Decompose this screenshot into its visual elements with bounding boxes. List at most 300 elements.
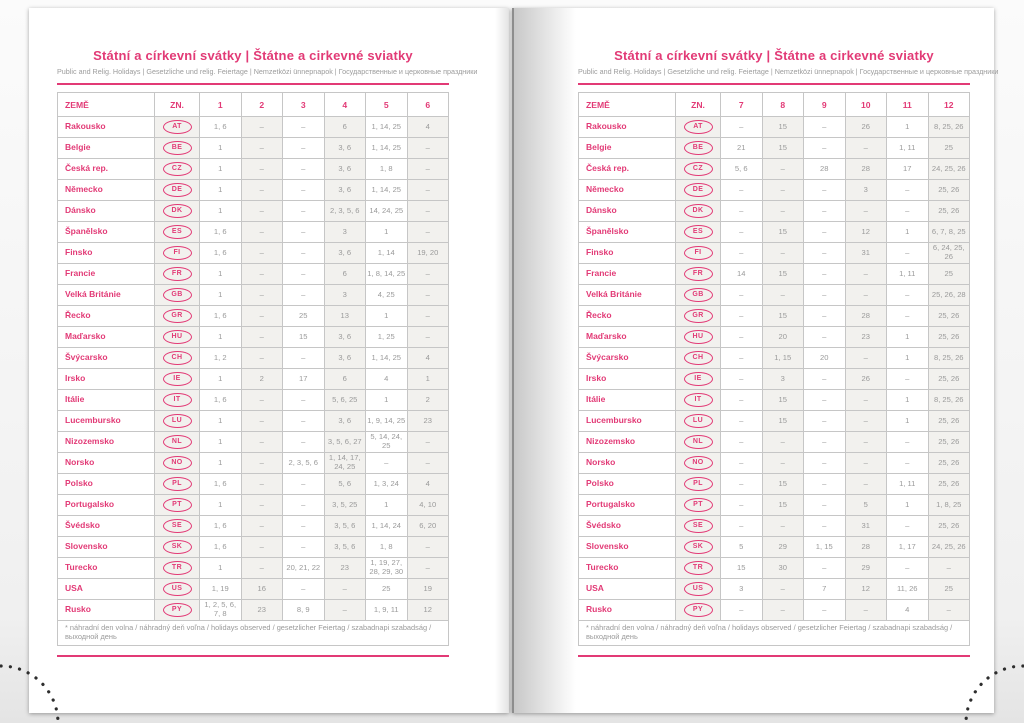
day-cell: 25, 26 (928, 432, 970, 453)
day-cell: 12 (407, 600, 449, 621)
country-code-badge: FR (684, 267, 713, 281)
day-cell: 1, 14, 25 (366, 180, 408, 201)
table-row (579, 243, 970, 264)
code-cell (155, 474, 200, 495)
column-header-1: ZN. (676, 93, 721, 117)
table-row (579, 579, 970, 600)
code-cell (155, 327, 200, 348)
country-name: Francie (58, 264, 155, 285)
day-cell: – (804, 369, 846, 390)
country-code-badge: NL (684, 435, 713, 449)
day-cell: – (407, 285, 449, 306)
day-cell: – (283, 432, 325, 453)
page-title: Státní a církevní svátky | Štátne a cirkevné sviatky (93, 48, 413, 63)
country-code-badge: PL (684, 477, 713, 491)
day-cell: – (283, 117, 325, 138)
code-cell (155, 117, 200, 138)
day-cell: – (804, 600, 846, 621)
day-cell: – (928, 558, 970, 579)
country-name: Česká rep. (58, 159, 155, 180)
day-cell: 31 (845, 516, 887, 537)
day-cell: 15 (762, 117, 804, 138)
day-cell: – (324, 579, 366, 600)
table-row (579, 516, 970, 537)
country-name: Švédsko (58, 516, 155, 537)
day-cell: – (283, 537, 325, 558)
country-code-badge: LU (163, 414, 192, 428)
day-cell: – (804, 558, 846, 579)
country-code-badge: HU (163, 330, 192, 344)
table-row (579, 474, 970, 495)
day-cell: 3, 5, 6 (324, 537, 366, 558)
day-cell: 20 (804, 348, 846, 369)
day-cell: – (241, 243, 283, 264)
day-cell: 1 (407, 369, 449, 390)
day-cell: 25 (366, 579, 408, 600)
code-cell (155, 411, 200, 432)
day-cell: 4 (407, 117, 449, 138)
day-cell: – (283, 516, 325, 537)
country-code-badge: GB (163, 288, 192, 302)
accent-rule-bottom (57, 655, 449, 657)
day-cell: 5 (845, 495, 887, 516)
day-cell: 1, 17 (887, 537, 929, 558)
day-cell: 1, 6 (200, 243, 242, 264)
table-row (579, 264, 970, 285)
day-cell: 1, 6 (200, 537, 242, 558)
country-name: Belgie (58, 138, 155, 159)
day-cell: 1 (200, 453, 242, 474)
day-cell: 2 (241, 369, 283, 390)
day-cell: – (721, 285, 763, 306)
table-row (58, 285, 449, 306)
day-cell: 1 (200, 180, 242, 201)
accent-rule-top (578, 83, 970, 85)
country-code-badge: PT (684, 498, 713, 512)
code-cell (155, 159, 200, 180)
country-code-badge: SE (684, 519, 713, 533)
day-cell: 8, 25, 26 (928, 117, 970, 138)
code-cell (155, 600, 200, 621)
day-cell: – (721, 411, 763, 432)
table-row (579, 285, 970, 306)
country-code-badge: IT (163, 393, 192, 407)
code-cell (676, 264, 721, 285)
day-cell: 1 (887, 222, 929, 243)
day-cell: 25 (928, 138, 970, 159)
day-cell: – (762, 285, 804, 306)
day-cell: – (804, 327, 846, 348)
country-code-badge: CH (684, 351, 713, 365)
day-cell: 23 (241, 600, 283, 621)
table-row (58, 243, 449, 264)
column-header-6: 5 (366, 93, 408, 117)
table-row (579, 201, 970, 222)
day-cell: 1, 14, 25 (366, 138, 408, 159)
code-cell (676, 159, 721, 180)
country-name: Lucembursko (58, 411, 155, 432)
day-cell: 1 (366, 390, 408, 411)
country-code-badge: NO (163, 456, 192, 470)
day-cell: 3, 5, 6 (324, 516, 366, 537)
column-header-7: 6 (407, 93, 449, 117)
day-cell: 5, 14, 24, 25 (366, 432, 408, 453)
country-name: Nizozemsko (58, 432, 155, 453)
perforation-dots-right (954, 653, 1024, 723)
day-cell: 5 (721, 537, 763, 558)
day-cell: – (283, 411, 325, 432)
table-row (58, 579, 449, 600)
accent-rule-bottom (578, 655, 970, 657)
day-cell: – (804, 201, 846, 222)
day-cell: – (283, 222, 325, 243)
country-code-badge: SK (684, 540, 713, 554)
code-cell (676, 411, 721, 432)
country-name: Turecko (579, 558, 676, 579)
day-cell: 1 (200, 432, 242, 453)
day-cell: – (407, 432, 449, 453)
country-name: Řecko (579, 306, 676, 327)
day-cell: – (804, 138, 846, 159)
country-name: Řecko (58, 306, 155, 327)
day-cell: – (804, 432, 846, 453)
day-cell: 1, 6 (200, 222, 242, 243)
column-header-5: 4 (324, 93, 366, 117)
country-name: Španělsko (58, 222, 155, 243)
country-code-badge: AT (684, 120, 713, 134)
day-cell: – (241, 306, 283, 327)
day-cell: 11, 26 (887, 579, 929, 600)
code-cell (155, 201, 200, 222)
day-cell: – (845, 453, 887, 474)
country-code-badge: IE (163, 372, 192, 386)
day-cell: – (762, 579, 804, 600)
day-cell: 15 (762, 390, 804, 411)
day-cell: – (845, 348, 887, 369)
code-cell (155, 537, 200, 558)
day-cell: 1, 15 (804, 537, 846, 558)
table-row (58, 306, 449, 327)
holidays-table-months-7-12 (578, 92, 970, 646)
day-cell: 1 (887, 327, 929, 348)
day-cell: 3 (845, 180, 887, 201)
day-cell: – (887, 516, 929, 537)
country-code-badge: BE (684, 141, 713, 155)
code-cell (155, 306, 200, 327)
code-cell (676, 243, 721, 264)
day-cell: – (804, 453, 846, 474)
country-name: Rusko (579, 600, 676, 621)
day-cell: 28 (845, 159, 887, 180)
day-cell: 26 (845, 117, 887, 138)
day-cell: 3 (721, 579, 763, 600)
day-cell: 1 (200, 264, 242, 285)
day-cell: – (407, 138, 449, 159)
country-name: Belgie (579, 138, 676, 159)
country-name: Rakousko (579, 117, 676, 138)
day-cell: 26 (845, 369, 887, 390)
day-cell: – (804, 516, 846, 537)
day-cell: 3, 6 (324, 243, 366, 264)
table-row (579, 453, 970, 474)
table-row (579, 117, 970, 138)
left-page-content (57, 8, 478, 657)
country-code-badge: SE (163, 519, 192, 533)
day-cell: 1, 9, 14, 25 (366, 411, 408, 432)
day-cell: 1, 11 (887, 264, 929, 285)
table-row (579, 306, 970, 327)
day-cell: 1, 9, 11 (366, 600, 408, 621)
day-cell: 16 (241, 579, 283, 600)
day-cell: 1 (200, 201, 242, 222)
code-cell (676, 180, 721, 201)
day-cell: 1, 2 (200, 348, 242, 369)
code-cell (155, 579, 200, 600)
footnote-row (58, 621, 449, 646)
day-cell: 1 (200, 411, 242, 432)
country-code-badge: TR (684, 561, 713, 575)
day-cell: – (241, 285, 283, 306)
day-cell: 3 (324, 222, 366, 243)
day-cell: 12 (845, 222, 887, 243)
header-row (579, 93, 970, 117)
day-cell: 23 (407, 411, 449, 432)
country-code-badge: PL (163, 477, 192, 491)
footnote-text: * náhradní den volna / náhradný deň voľna / holidays observed / gesetzlicher Feiertag / szabadnapi szabadság / выходной день (58, 621, 449, 646)
day-cell: – (407, 327, 449, 348)
table-row (58, 474, 449, 495)
day-cell: 6 (324, 264, 366, 285)
country-name: Maďarsko (58, 327, 155, 348)
day-cell: – (241, 537, 283, 558)
day-cell: 1, 11 (887, 474, 929, 495)
day-cell: – (721, 222, 763, 243)
day-cell: – (804, 117, 846, 138)
day-cell: – (721, 432, 763, 453)
code-cell (676, 138, 721, 159)
table-row (58, 159, 449, 180)
code-cell (676, 348, 721, 369)
code-cell (676, 495, 721, 516)
page-subtitle: Public and Relig. Holidays | Gesetzliche und relig. Feiertage | Nemzetközi ünnepnapok | Государственные и церковные праздники (57, 67, 478, 76)
table-row (579, 159, 970, 180)
day-cell: – (283, 201, 325, 222)
column-header-7: 12 (928, 93, 970, 117)
country-code-badge: CH (163, 351, 192, 365)
day-cell: 24, 25, 26 (928, 159, 970, 180)
day-cell: 6, 7, 8, 25 (928, 222, 970, 243)
country-name: Velká Británie (579, 285, 676, 306)
country-name: Nizozemsko (579, 432, 676, 453)
code-cell (676, 306, 721, 327)
country-code-badge: LU (684, 414, 713, 428)
country-code-badge: PY (163, 603, 192, 617)
table-row (579, 411, 970, 432)
code-cell (676, 390, 721, 411)
country-code-badge: CZ (163, 162, 192, 176)
country-name: Slovensko (579, 537, 676, 558)
table-row (58, 327, 449, 348)
day-cell: – (804, 411, 846, 432)
day-cell: 15 (721, 558, 763, 579)
country-code-badge: FR (163, 267, 192, 281)
country-name: Portugalsko (579, 495, 676, 516)
day-cell: 1, 2, 5, 6, 7, 8 (200, 600, 242, 621)
day-cell: 6 (324, 369, 366, 390)
day-cell: – (762, 453, 804, 474)
day-cell: – (887, 558, 929, 579)
day-cell: – (887, 432, 929, 453)
column-header-5: 10 (845, 93, 887, 117)
code-cell (676, 285, 721, 306)
column-header-1: ZN. (155, 93, 200, 117)
day-cell: 1, 6 (200, 516, 242, 537)
day-cell: 3, 6 (324, 159, 366, 180)
country-code-badge: NL (163, 435, 192, 449)
column-header-3: 8 (762, 93, 804, 117)
day-cell: 3, 6 (324, 411, 366, 432)
code-cell (676, 432, 721, 453)
table-row (579, 600, 970, 621)
day-cell: – (845, 201, 887, 222)
day-cell: 25, 26 (928, 306, 970, 327)
country-code-badge: NO (684, 456, 713, 470)
day-cell: – (721, 495, 763, 516)
table-row (58, 453, 449, 474)
code-cell (155, 558, 200, 579)
day-cell: – (887, 369, 929, 390)
day-cell: 25 (928, 579, 970, 600)
day-cell: 20, 21, 22 (283, 558, 325, 579)
code-cell (676, 222, 721, 243)
country-name: Německo (579, 180, 676, 201)
country-name: Dánsko (58, 201, 155, 222)
day-cell: 17 (887, 159, 929, 180)
day-cell: 1 (366, 495, 408, 516)
day-cell: 1 (887, 495, 929, 516)
day-cell: 1 (200, 369, 242, 390)
day-cell: – (241, 180, 283, 201)
day-cell: 1, 14, 24 (366, 516, 408, 537)
day-cell: 1 (887, 117, 929, 138)
day-cell: 28 (845, 306, 887, 327)
day-cell: 4 (407, 348, 449, 369)
day-cell: 6, 24, 25, 26 (928, 243, 970, 264)
day-cell: – (804, 180, 846, 201)
day-cell: – (845, 390, 887, 411)
day-cell: – (804, 243, 846, 264)
column-header-0: ZEMĚ (58, 93, 155, 117)
country-code-badge: US (684, 582, 713, 596)
day-cell: – (241, 432, 283, 453)
day-cell: – (407, 537, 449, 558)
day-cell: 23 (845, 327, 887, 348)
code-cell (155, 369, 200, 390)
day-cell: 1 (200, 327, 242, 348)
country-code-badge: HU (684, 330, 713, 344)
day-cell: 1 (200, 138, 242, 159)
country-name: Rusko (58, 600, 155, 621)
footnote-row (579, 621, 970, 646)
day-cell: – (845, 411, 887, 432)
day-cell: – (407, 558, 449, 579)
country-name: Rakousko (58, 117, 155, 138)
day-cell: 25, 26 (928, 516, 970, 537)
country-name: Velká Británie (58, 285, 155, 306)
day-cell: 20 (762, 327, 804, 348)
country-code-badge: PY (684, 603, 713, 617)
country-code-badge: FI (684, 246, 713, 260)
day-cell: – (845, 600, 887, 621)
day-cell: – (804, 264, 846, 285)
day-cell: 3, 6 (324, 138, 366, 159)
code-cell (676, 327, 721, 348)
day-cell: – (804, 495, 846, 516)
day-cell: 15 (762, 474, 804, 495)
perforation-dots-left (0, 653, 70, 723)
day-cell: – (845, 138, 887, 159)
country-code-badge: GB (684, 288, 713, 302)
day-cell: 7 (804, 579, 846, 600)
day-cell: – (887, 243, 929, 264)
column-header-6: 11 (887, 93, 929, 117)
right-page (512, 8, 999, 713)
day-cell: 5, 6, 25 (324, 390, 366, 411)
day-cell: – (721, 306, 763, 327)
country-name: Švýcarsko (579, 348, 676, 369)
left-page (29, 8, 509, 713)
day-cell: – (241, 453, 283, 474)
day-cell: 1, 6 (200, 306, 242, 327)
day-cell: – (721, 474, 763, 495)
day-cell: 1 (200, 159, 242, 180)
country-code-badge: CZ (684, 162, 713, 176)
day-cell: – (804, 222, 846, 243)
country-code-badge: PT (163, 498, 192, 512)
day-cell: – (928, 600, 970, 621)
country-code-badge: IT (684, 393, 713, 407)
country-name: Norsko (579, 453, 676, 474)
day-cell: – (804, 306, 846, 327)
table-row (58, 537, 449, 558)
day-cell: – (762, 159, 804, 180)
day-cell: 2 (407, 390, 449, 411)
day-cell: – (283, 264, 325, 285)
country-name: Itálie (58, 390, 155, 411)
day-cell: 5, 6 (324, 474, 366, 495)
code-cell (155, 264, 200, 285)
day-cell: 3, 5, 6, 27 (324, 432, 366, 453)
day-cell: – (721, 348, 763, 369)
day-cell: 5, 6 (721, 159, 763, 180)
day-cell: – (887, 180, 929, 201)
day-cell: 3, 6 (324, 180, 366, 201)
day-cell: – (283, 285, 325, 306)
day-cell: 4 (366, 369, 408, 390)
table-row (58, 390, 449, 411)
code-cell (676, 600, 721, 621)
code-cell (155, 243, 200, 264)
country-code-badge: DK (684, 204, 713, 218)
header-row (58, 93, 449, 117)
day-cell: 1, 14 (366, 243, 408, 264)
country-name: Irsko (579, 369, 676, 390)
day-cell: 15 (762, 495, 804, 516)
country-code-badge: AT (163, 120, 192, 134)
day-cell: – (407, 306, 449, 327)
day-cell: – (407, 201, 449, 222)
day-cell: – (283, 348, 325, 369)
